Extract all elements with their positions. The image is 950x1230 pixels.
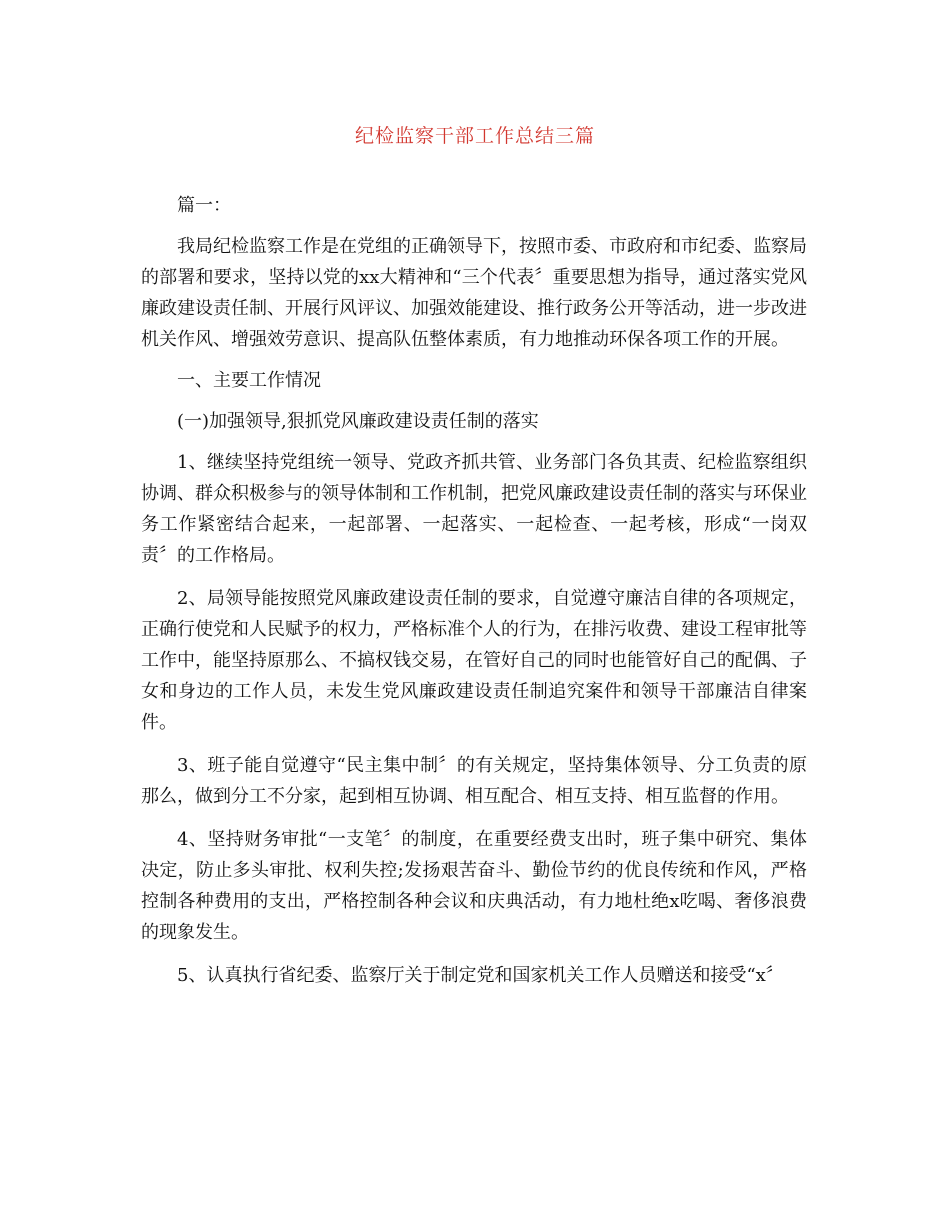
- item-paragraph-4: 4、坚持财务审批“一支笔〞的制度，在重要经费支出时，班子集中研究、集体决定，防止多头审批、权利失控;发扬艰苦奋斗、勤俭节约的优良传统和作风，严格控制各种费用的支出，严格控制各种会议和庆典活动，有力地杜绝x吃喝、奢侈浪费的现象发生。: [141, 829, 807, 943]
- document-title: 纪检监察干部工作总结三篇: [354, 125, 595, 147]
- heading-main-work: 一、主要工作情况: [177, 370, 321, 391]
- heading-subsection-1: (一)加强领导,狠抓党风廉政建设责任制的落实: [177, 411, 539, 432]
- item-paragraph-1: 1、继续坚持党组统一领导、党政齐抓共管、业务部门各负其责、纪检监察组织协调、群众积极参与的领导体制和工作机制，把党风廉政建设责任制的落实与环保业务工作紧密结合起来，一起部署、一起落实、一起检查、一起考核，形成“一岗双责〞的工作格局。: [141, 452, 807, 566]
- section-label: 篇一：: [177, 195, 231, 216]
- item-paragraph-3: 3、班子能自觉遵守“民主集中制〞的有关规定，坚持集体领导、分工负责的原那么，做到分工不分家，起到相互协调、相互配合、相互支持、相互监督的作用。: [141, 755, 807, 807]
- item-paragraph-5: 5、认真执行省纪委、监察厅关于制定党和国家机关工作人员赠送和接受“x〞: [177, 965, 784, 986]
- document-body: [141, 190, 807, 991]
- intro-paragraph: 我局纪检监察工作是在党组的正确领导下，按照市委、市政府和市纪委、监察局的部署和要求，坚持以党的xx大精神和“三个代表〞重要思想为指导，通过落实党风廉政建设责任制、开展行风评议、加强效能建设、推行政务公开等活动，进一步改进机关作风、增强效劳意识、提高队伍整体素质，有力地推动环保各项工作的开展。: [141, 236, 807, 350]
- item-paragraph-2: 2、局领导能按照党风廉政建设责任制的要求，自觉遵守廉洁自律的各项规定，正确行使党和人民赋予的权力，严格标准个人的行为，在排污收费、建设工程审批等工作中，能坚持原那么、不搞权钱交易，在管好自己的同时也能管好自己的配偶、子女和身边的工作人员，未发生党风廉政建设责任制追究案件和领导干部廉洁自律案件。: [141, 588, 807, 733]
